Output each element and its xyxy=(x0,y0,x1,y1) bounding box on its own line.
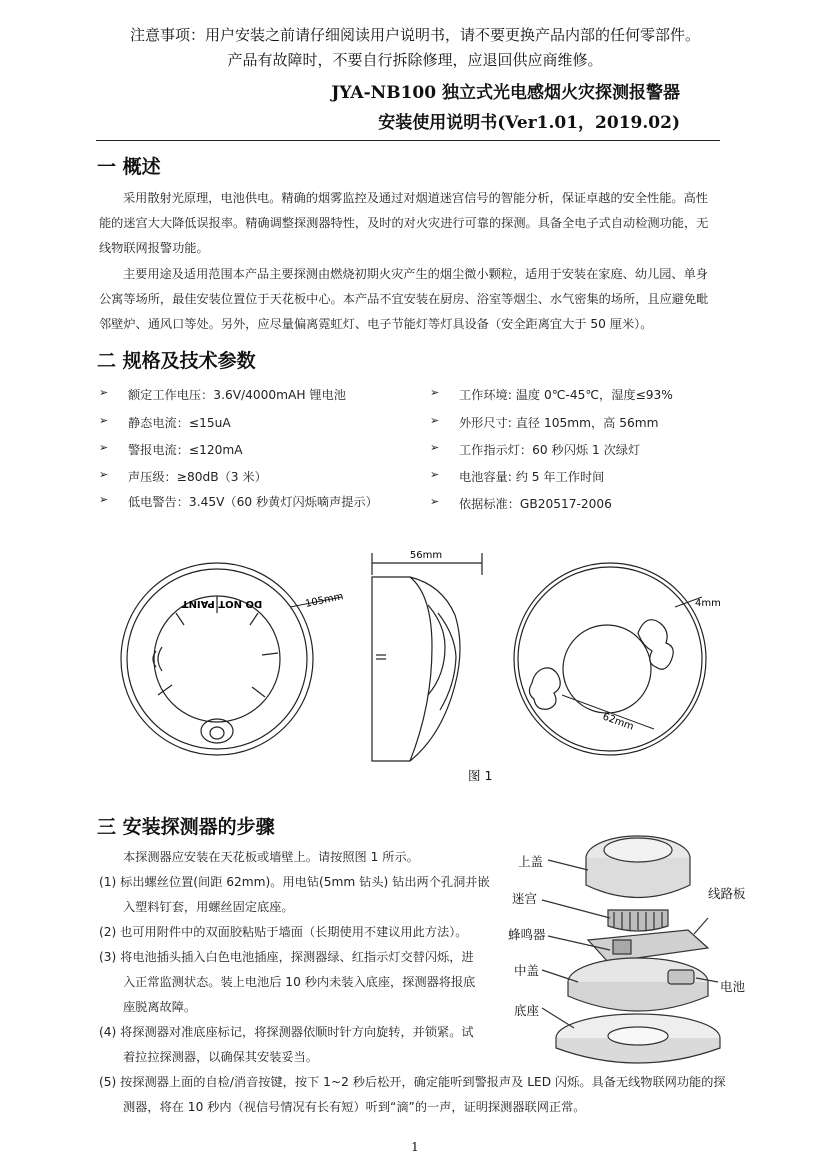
install-step-line: (4) 将探测器对准底座标记，将探测器依顺时针方向旋转，并锁紧。试 xyxy=(99,1025,474,1039)
section-1-paragraph-2 xyxy=(99,262,723,337)
part-label-buzzer: 蜂鸣器 xyxy=(508,927,546,942)
spec-text: 静态电流：≤15uA xyxy=(128,416,231,430)
install-step-line: (2) 也可用附件中的双面胶粘贴于墙面（长期使用不建议用此方法）。 xyxy=(99,925,468,939)
section-2-heading: 二 规格及技术参数 xyxy=(97,350,256,372)
install-step-line: 座脱离故障。 xyxy=(123,1000,197,1014)
part-label-top-cover: 上盖 xyxy=(518,854,544,869)
figure-1-caption: 图 1 xyxy=(468,768,493,783)
spec-item xyxy=(99,386,419,406)
install-step-line: 入正常监测状态。装上电池后 10 秒内未装入底座，探测器将报底 xyxy=(123,975,476,989)
spec-item xyxy=(99,441,419,461)
para-line: 主要用途及适用范围本产品主要探测由燃烧初期火灾产生的烟尘微小颗粒，适用于安装在家庭、幼儿园、单身 xyxy=(123,267,708,281)
bullet-arrow-icon: ➢ xyxy=(99,386,109,399)
do-not-paint-label: DO NOT PAINT xyxy=(181,598,263,609)
install-intro: 本探测器应安装在天花板或墙壁上。请按照图 1 所示。 xyxy=(123,850,419,864)
part-label-maze: 迷宫 xyxy=(512,891,538,906)
spec-item xyxy=(430,468,730,488)
install-step-line: (5) 按探测器上面的自检/消音按键，按下 1~2 秒后松开，确定能听到警报声及 LED 闪烁。具备无线物联网功能的探 xyxy=(99,1075,726,1089)
spec-text: 外形尺寸: 直径 105mm，高 56mm xyxy=(459,416,659,430)
title-divider xyxy=(96,140,720,141)
spec-text: 额定工作电压：3.6V/4000mAH 锂电池 xyxy=(128,388,346,402)
bullet-arrow-icon: ➢ xyxy=(99,414,109,427)
para-line: 采用散射光原理，电池供电。精确的烟雾监控及通过对烟道迷宫信号的智能分析，保证卓越的安全性能。高性 xyxy=(123,191,708,205)
bullet-arrow-icon: ➢ xyxy=(430,441,440,454)
bullet-arrow-icon: ➢ xyxy=(430,386,440,399)
para-line: 公寓等场所，最佳安装位置位于天花板中心。本产品不宜安装在厨房、浴室等烟尘、水气密集的场所，且应避免毗 xyxy=(99,292,709,306)
document-subtitle: 安装使用说明书(Ver1.01，2019.02) xyxy=(378,113,680,133)
diameter-dimension-label: 105mm xyxy=(304,591,345,610)
part-label-circuit-board: 线路板 xyxy=(708,886,746,901)
install-step-line: (1) 标出螺丝位置(间距 62mm)。用电钻(5mm 钻头) 钻出两个孔洞并嵌 xyxy=(99,875,490,889)
figure-1-drawing xyxy=(110,535,730,770)
spec-list-left xyxy=(99,386,419,516)
hole-spacing-dimension-label: 62mm xyxy=(600,711,636,733)
install-steps-left xyxy=(99,845,519,1070)
spec-item xyxy=(430,414,730,434)
bullet-arrow-icon: ➢ xyxy=(99,468,109,481)
part-label-base: 底座 xyxy=(514,1003,540,1018)
install-step-line: 测器，将在 10 秒内（视信号情况有长有短）听到“滴”的一声，证明探测器联网正常。 xyxy=(123,1100,586,1114)
exploded-view-drawing xyxy=(518,830,758,1070)
spec-item xyxy=(99,493,419,513)
exploded-detector-parts xyxy=(542,836,720,1063)
bullet-arrow-icon: ➢ xyxy=(99,441,109,454)
notice-line-1: 注意事项：用户安装之前请仔细阅读用户说明书，请不要更换产品内部的任何零部件。 xyxy=(129,26,700,44)
install-steps-bottom xyxy=(99,1070,739,1120)
height-dimension-label: 56mm xyxy=(409,550,443,561)
spec-text: 声压级：≥80dB（3 米） xyxy=(128,470,267,484)
base-bottom-view xyxy=(514,563,706,755)
document-title: JYA-NB100 独立式光电感烟火灾探测报警器 xyxy=(331,83,680,103)
para-line: 能的迷宫大大降低误报率。精确调整探测器特性，及时的对火灾进行可靠的探测。具备全电子式自动检测功能，无 xyxy=(99,216,709,230)
notice-line-2: 产品有故障时，不要自行拆除修理，应退回供应商维修。 xyxy=(227,51,603,69)
spec-text: 依据标准：GB20517-2006 xyxy=(459,497,612,511)
page-number: 1 xyxy=(411,1140,419,1154)
section-3-heading: 三 安装探测器的步骤 xyxy=(97,816,275,838)
slot-dimension-label: 4mm xyxy=(695,598,721,609)
detector-top-view xyxy=(121,563,313,755)
spec-text: 低电警告：3.45V（60 秒黄灯闪烁嘀声提示） xyxy=(128,495,378,509)
part-label-battery: 电池 xyxy=(720,979,746,994)
spec-text: 警报电流：≤120mA xyxy=(128,443,243,457)
para-line: 线物联网报警功能。 xyxy=(99,241,209,255)
spec-text: 电池容量: 约 5 年工作时间 xyxy=(459,470,605,484)
bullet-arrow-icon: ➢ xyxy=(99,493,109,506)
spec-item xyxy=(430,441,730,461)
spec-item xyxy=(99,414,419,434)
spec-item xyxy=(430,495,730,515)
spec-item xyxy=(430,386,730,406)
spec-item xyxy=(99,468,419,488)
section-1-heading: 一 概述 xyxy=(97,156,161,178)
spec-text: 工作指示灯：60 秒闪烁 1 次绿灯 xyxy=(459,443,641,457)
para-line: 邻壁炉、通风口等处。另外，应尽量偏离霓虹灯、电子节能灯等灯具设备（安全距离宜大于 50 厘米）。 xyxy=(99,317,653,331)
spec-text: 工作环境: 温度 0℃-45℃，湿度≤93% xyxy=(459,388,673,402)
bullet-arrow-icon: ➢ xyxy=(430,414,440,427)
bullet-arrow-icon: ➢ xyxy=(430,495,440,508)
bullet-arrow-icon: ➢ xyxy=(430,468,440,481)
install-step-line: 入塑料钉套，用螺丝固定底座。 xyxy=(123,900,294,914)
install-step-line: (3) 将电池插头插入白色电池插座，探测器绿、红指示灯交替闪烁，进 xyxy=(99,950,474,964)
detector-side-view xyxy=(372,553,482,761)
section-1-paragraph-1 xyxy=(99,186,723,261)
spec-list-right xyxy=(430,386,730,516)
part-label-middle-cover: 中盖 xyxy=(514,963,540,978)
install-step-line: 着拉拉探测器，以确保其安装妥当。 xyxy=(123,1050,318,1064)
